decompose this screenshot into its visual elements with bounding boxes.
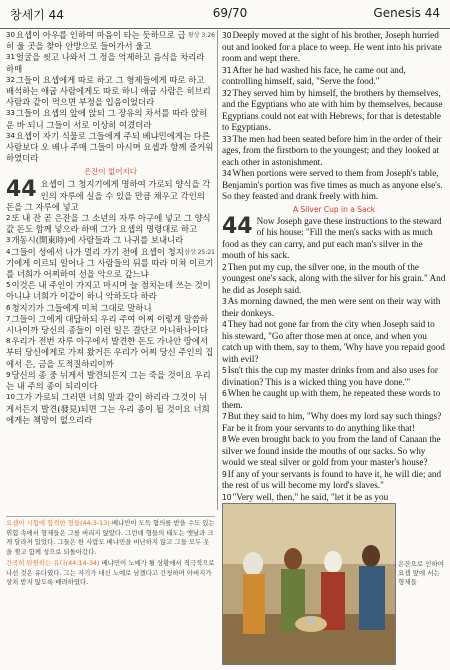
verse-number: 9 — [222, 469, 227, 479]
verse: $^4$They had not gone far from the city when Joseph said to his steward, "Go after those men at once, and when you catch up with them, say to them, 'Why have you repaid good with evil? — [222, 319, 445, 364]
verse: $^5$이것은 내 주인이 가지고 마시며 늘 점치는데 쓰는 것이 아니냐 너희가 이같이 하니 악하도다 하라 — [6, 280, 211, 302]
verse: $^7$그들이 그에게 대답하되 우리 주여 어찌 이렇게 말씀하시나이까 당신의 종들이 이런 일은 결단코 아니하나이다 — [6, 313, 209, 336]
illustration-caption: 은잔으로 인하여 요셉 앞에 서는 형제들 — [398, 560, 445, 586]
verse: $^6$청지기가 그들에게 미쳐 그대로 말하니 — [6, 302, 152, 313]
verse-number: 10 — [6, 393, 15, 402]
verse: $^6$When he caught up with them, he repeated these words to them. — [222, 388, 441, 410]
verse: $^{10}$"Very well, then," he said, "let it be as you — [222, 491, 389, 502]
verse: $^8$우리가 전번 자루 아구에서 발견한 돈도 가나안 땅에서부터 당신에게로 가져 왔거든 우리가 어찌 당신 주인의 집에서 은, 금을 도적질하리이까 — [6, 336, 214, 369]
study-note-heading: 요셉이 시험에 합격한 형들(44:3-13) — [6, 519, 110, 527]
verse: $^{33}$그들이 요셉의 앞에 앉되 그 장유의 차서를 따라 앉히운 바 되니 그들이 서로 이상히 여겼더라 — [6, 108, 208, 130]
verse-number: 2 — [6, 214, 11, 223]
study-notes — [6, 516, 215, 665]
verse-number: 31 — [222, 65, 232, 75]
verse-number: 6 — [222, 389, 227, 398]
verse-number: 4 — [6, 247, 11, 256]
verse-number: 2 — [222, 262, 227, 272]
verse: $^{10}$그가 가로되 그러면 너희 말과 같이 하리라 그것이 뉘게서든지 발견(發見)되면 그는 우리 종이 될 것이요 너희에게는 책망이 없으리라 — [6, 392, 210, 425]
illustration-painting — [222, 503, 396, 665]
verse-number: 3 — [6, 236, 11, 245]
verse: $^5$Isn't this the cup my master drinks from and also uses for divination? This is a wicked thing you have done.'" — [222, 365, 438, 387]
verse: $^2$또 내 잔 곧 은잔을 그 소년의 자루 아구에 넣고 그 양식 값 돈도 함께 넣으라 하매 그가 요셉의 명령대로 하고 — [6, 213, 211, 235]
verse-number: 30 — [6, 31, 15, 39]
section-subtitle: A Silver Cup in a Sack — [292, 204, 376, 214]
verse-number: 3 — [222, 297, 227, 306]
verse: $^9$If any of your servants is found to have it, he will die; and the rest of us will become my lord's slaves." — [222, 468, 442, 490]
verse-number: 5 — [6, 281, 11, 290]
header-left-title: 창세기 44 — [10, 8, 64, 22]
verse: $^{32}$They served him by himself, the brothers by themselves, and the Egyptians who ate with him by themselves, because Egyptians could not eat with Hebrews, for that is detestable to Egyptians. — [222, 87, 443, 132]
verse-number: 33 — [222, 134, 232, 144]
verse: $^{31}$After he had washed his face, he came out and, controlling himself, said, "Serve the food." — [222, 64, 406, 86]
verse-number: 32 — [222, 88, 232, 98]
study-note: 요셉이 시험에 합격한 형들(44:3-13) 베냐민이 도둑 혐의를 받을 수도 있는 위험 속에서 형제들은 그를 버리지 않았다. 그런데 형들의 태도는 옛날과 크게 달라져 있었다. 그들은 한 사람도 베냐민을 비난하지 않고 그들 모두 옷을 찢고 함께 성으로 되돌아갔다. — [6, 519, 215, 556]
verse: 44 Now Joseph gave these instructions to the steward of his house: "Fill the men's sacks with as much food as they can carry, and put each man's silver in the mouth of his sack. — [222, 213, 442, 260]
english-column — [222, 30, 446, 530]
verse-number: 6 — [6, 303, 11, 312]
verse: $^3$개동시(開東時)에 사람들과 그 나귀를 보내니라 — [6, 235, 184, 246]
cross-reference: 왕상 3:26 — [188, 32, 215, 39]
verse: $^7$But they said to him, "Why does my lord say such things? Far be it from your servants to do anything like that! — [222, 411, 442, 433]
korean-column — [6, 30, 215, 510]
header-page-number: 69/70 — [212, 6, 248, 20]
cross-reference: 삼상 25:21 — [184, 248, 215, 256]
verse: $^8$We even brought back to you from the land of Canaan the silver we found inside the mouths of our sacks. So why would we steal silver or gold from your master's house? — [222, 434, 441, 467]
verse-number: 8 — [222, 435, 227, 444]
chapter-number: 44 — [6, 177, 37, 203]
chapter-number: 44 — [222, 213, 253, 239]
verse: $^9$당신의 종 중 뉘게서 발견되든지 그는 죽을 것이요 우리는 내 주의 종이 되리이다 — [6, 369, 211, 392]
header-right-title: Genesis 44 — [373, 6, 440, 20]
study-note-heading: 간곡히 탄원하는 유다(44:14-34) — [6, 559, 100, 567]
verse: $^2$Then put my cup, the silver one, in the mouth of the youngest one's sack, along with the silver for his grain." And he did as Joseph said. — [222, 261, 446, 295]
verse: $^{33}$The men had been seated before him in the order of their ages, from the firstborn to the youngest; and they looked at each other in astonishment. — [222, 133, 442, 167]
verse: $^{30}$ 왕상 3:26 요셉이 아우를 인하여 마음이 타는 듯하므로 급히 울 곳을 찾아 안방으로 들어가서 울고 — [6, 30, 215, 52]
verse-number: 31 — [6, 53, 15, 62]
verse-number: 9 — [6, 370, 11, 379]
verse-number: 10 — [222, 492, 232, 502]
verse: $^{30}$Deeply moved at the sight of his brother, Joseph hurried out and looked for a place to weep. He went into his private room and wept there. — [222, 30, 442, 63]
verse: 44 요셉이 그 청지기에게 명하여 가로되 양식을 각인의 자루에 실을 수 있을 만큼 채우고 각인의 돈을 그 자루에 넣고 — [6, 177, 211, 212]
verse: $^{32}$그들이 요셉에게 따로 하고 그 형제들에게 따로 하고 배석하는 애굽 사람에게도 따로 하니 애굽 사람은 히브리 사람과 같이 먹으면 부정을 입음이었더라 — [6, 74, 211, 108]
verse-number: 33 — [6, 109, 15, 118]
verse-number: 7 — [222, 412, 227, 421]
verse: $^3$As morning dawned, the men were sent on their way with their donkeys. — [222, 296, 441, 318]
verse: $^{31}$얼굴을 씻고 나와서 그 정을 억제하고 음식을 차리라 하매 — [6, 52, 205, 74]
verse-number: 8 — [6, 337, 11, 346]
verse-number: 5 — [222, 366, 227, 375]
verse-number: 7 — [6, 314, 11, 323]
painting-image — [223, 504, 395, 664]
verse-number: 30 — [222, 31, 232, 40]
verse: $^{34}$요셉이 자기 식물로 그들에게 주되 베냐민에게는 다른 사람보다 오 배나 주매 그들이 마시며 요셉과 함께 즐거워하였더라 — [6, 130, 214, 164]
study-note: 간곡히 탄원하는 유다(44:14-34) 베냐민이 노예가 될 상황에서 적극적으로 나선 것은 유다였다. 그는 자기가 대신 노예로 남겠다고 간청하며 아버지가 상처 받지 않도록 배려하였다. — [6, 559, 215, 586]
verse-number: 32 — [6, 75, 15, 84]
column-divider — [217, 30, 218, 510]
verse-number: 34 — [6, 131, 15, 140]
page-header — [0, 0, 450, 29]
verse: $^4$ 삼상 25:21 그들이 성에서 나가 멀리 가기 전에 요셉이 청지기에게 이르되 일어나 그 사람들의 뒤를 따라 미쳐 이르기를 너희가 어찌하여 선을 악으로 갚느냐 — [6, 246, 215, 280]
verse: $^{34}$When portions were served to them from Joseph's table, Benjamin's portion was five times as much as anyone else's. So they feasted and drank freely with him. — [222, 168, 443, 201]
section-subtitle: 은잔이 없어지다 — [83, 167, 138, 177]
verse-number: 4 — [222, 320, 227, 329]
verse-number: 34 — [222, 169, 232, 178]
